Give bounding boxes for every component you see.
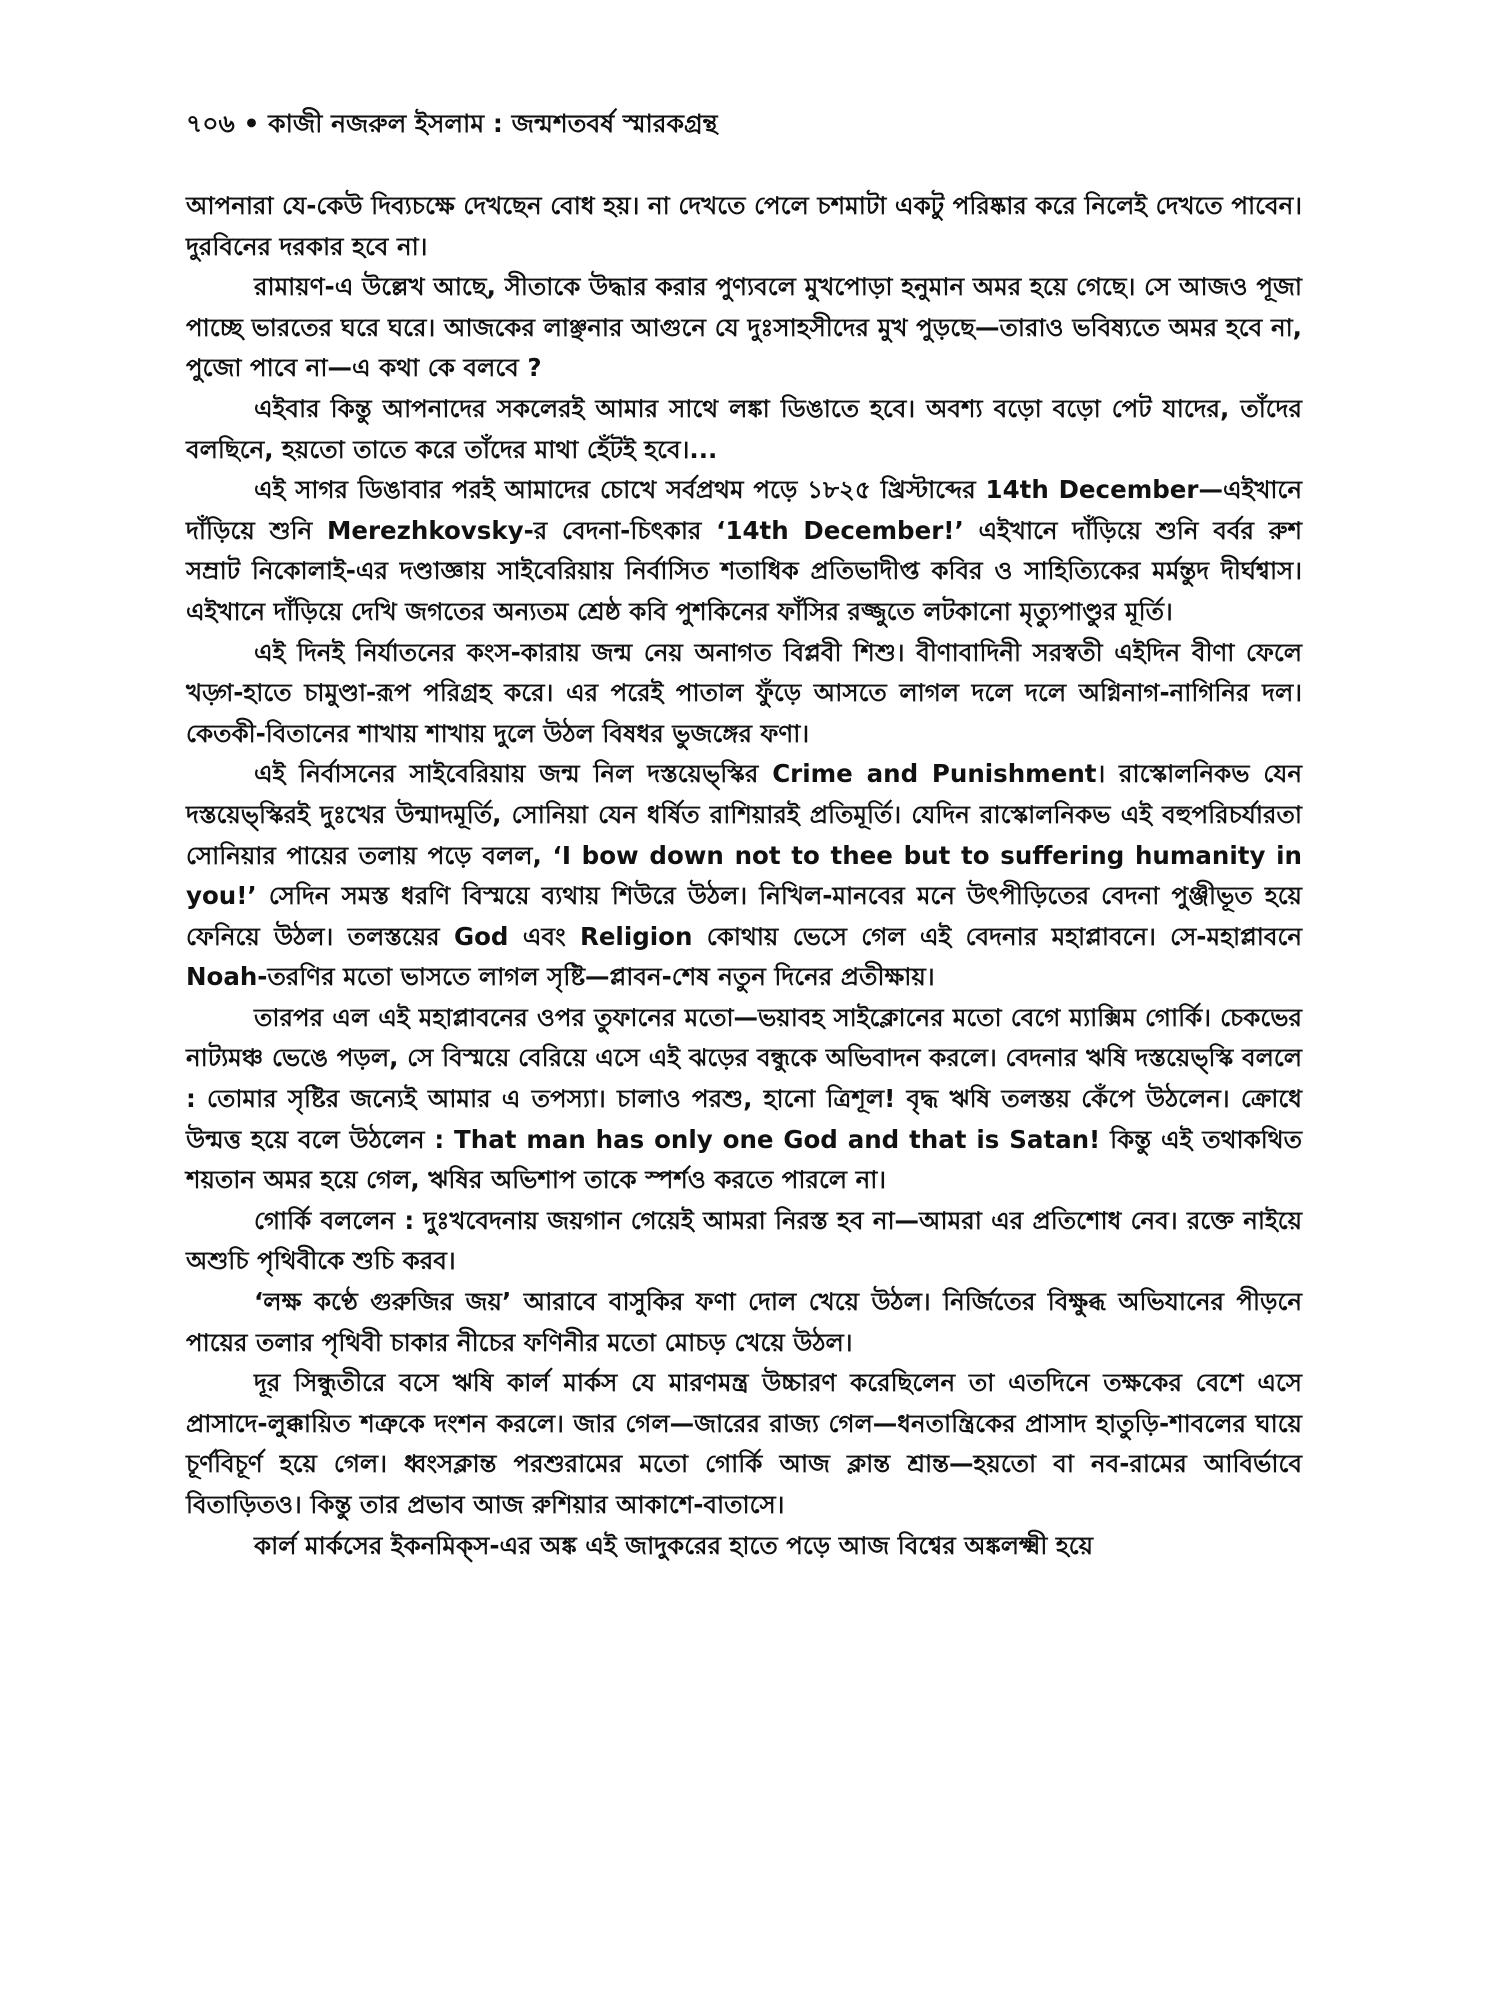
paragraph-2: রামায়ণ-এ উল্লেখ আছে, সীতাকে উদ্ধার করার পুণ্যবলে মুখপোড়া হনুমান অমর হয়ে গেছে। সে আজও পূজা পাচ্ছে ভারতের ঘরে ঘরে। আজকের লাঞ্ছনার আগুনে যে দুঃসাহসীদের মুখ পুড়ছে—তারাও ভবিষ্যতে অমর হবে না, পুজো পাবে না—এ কথা কে বলবে ? xyxy=(186,272,1302,383)
paragraph-7: তারপর এল এই মহাপ্লাবনের ওপর তুফানের মতো—ভয়াবহ সাইক্লোনের মতো বেগে ম্যাক্সিম গোর্কি। চেকভের নাট্যমঞ্চ ভেঙে পড়ল, সে বিস্ময়ে বেরিয়ে এসে এই ঝড়ের বন্ধুকে অভিবাদন করলে। বেদনার ঋষি দস্তয়েভ্‌স্কি বললে : তোমার সৃষ্টির জন্যেই আমার এ তপস্যা। চালাও পরশু, হানো ত্রিশূল! বৃদ্ধ ঋষি তলস্তয় কেঁপে উঠলেন। ক্রোধে উন্মত্ত হয়ে বলে উঠলেন : That man has only one God and that is Satan! কিন্তু এই তথাকথিত শয়তান অমর হয়ে গেল, ঋষির অভিশাপ তাকে স্পর্শও করতে পারলে না। xyxy=(186,1002,1302,1195)
paragraph-4: এই সাগর ডিঙাবার পরই আমাদের চোখে সর্বপ্রথম পড়ে ১৮২৫ খ্রিস্টাব্দের 14th December—এইখানে দাঁড়িয়ে শুনি Merezhkovsky-র বেদনা-চিৎকার ‘14th December!’ এইখানে দাঁড়িয়ে শুনি বর্বর রুশ সম্রাট নিকোলাই-এর দণ্ডাজ্ঞায় সাইবেরিয়ায় নির্বাসিত শতাধিক প্রতিভাদীপ্ত কবির ও সাহিত্যিকের মর্মন্তুদ দীর্ঘশ্বাস। এইখানে দাঁড়িয়ে দেখি জগতের অন্যতম শ্রেষ্ঠ কবি পুশকিনের ফাঁসির রজ্জুতে লটকানো মৃত্যুপাণ্ডুর মূর্তি। xyxy=(186,475,1302,626)
paragraph-8: গোর্কি বললেন : দুঃখবেদনায় জয়গান গেয়েই আমরা নিরস্ত হব না—আমরা এর প্রতিশোধ নেব। রক্তে নাইয়ে অশুচি পৃথিবীকে শুচি করব। xyxy=(186,1205,1302,1276)
paragraph-6: এই নির্বাসনের সাইবেরিয়ায় জন্ম নিল দস্তয়েভ্‌স্কির Crime and Punishment। রাস্কোলনিকভ যেন দস্তয়েভ্‌স্কিরই দুঃখের উন্মাদমূর্তি, সোনিয়া যেন ধর্ষিত রাশিয়ারই প্রতিমূর্তি। যেদিন রাস্কোলনিকভ এই বহুপরিচর্যারতা সোনিয়ার পায়ের তলায় পড়ে বলল, ‘I bow down not to thee but to suffering humanity in you!’ সেদিন সমস্ত ধরণি বিস্ময়ে ব্যথায় শিউরে উঠল। নিখিল-মানবের মনে উৎপীড়িতের বেদনা পুঞ্জীভূত হয়ে ফেনিয়ে উঠল। তলস্তয়ের God এবং Religion কোথায় ভেসে গেল এই বেদনার মহাপ্লাবনে। সে-মহাপ্লাবনে Noah-তরণির মতো ভাসতে লাগল সৃষ্টি—প্লাবন-শেষ নতুন দিনের প্রতীক্ষায়। xyxy=(186,759,1302,992)
paragraph-11: কার্ল মার্কসের ইকনমিক্‌স-এর অঙ্ক এই জাদুকরের হাতে পড়ে আজ বিশ্বের অঙ্কলক্ষ্মী হয়ে xyxy=(254,1530,1094,1560)
paragraph-1: আপনারা যে-কেউ দিব্যচক্ষে দেখছেন বোধ হয়। না দেখতে পেলে চশমাটা একটু পরিষ্কার করে নিলেই দেখতে পাবেন। দুরবিনের দরকার হবে না। xyxy=(186,191,1302,261)
paragraph-9: ‘লক্ষ কণ্ঠে গুরুজির জয়’ আরাবে বাসুকির ফণা দোল খেয়ে উঠল। নির্জিতের বিক্ষুব্ধ অভিযানের পীড়নে পায়ের তলার পৃথিবী চাকার নীচের ফণিনীর মতো মোচড় খেয়ে উঠল। xyxy=(186,1287,1302,1357)
paragraph-3: এইবার কিন্তু আপনাদের সকলেরই আমার সাথে লঙ্কা ডিঙাতে হবে। অবশ্য বড়ো বড়ো পেট যাদের, তাঁদের বলছিনে, হয়তো তাতে করে তাঁদের মাথা হেঁটই হবে।... xyxy=(186,393,1302,464)
running-head: ৭০৬ • কাজী নজরুল ইসলাম : জন্মশতবর্ষ স্মারকগ্রন্থ xyxy=(186,109,718,138)
body-text xyxy=(186,186,1302,1566)
paragraph-5: এই দিনই নির্যাতনের কংস-কারায় জন্ম নেয় অনাগত বিপ্লবী শিশু। বীণাবাদিনী সরস্বতী এইদিন বীণা ফেলে খড়্গ-হাতে চামুণ্ডা-রূপ পরিগ্রহ করে। এর পরেই পাতাল ফুঁড়ে আসতে লাগল দলে দলে অগ্নিনাগ-নাগিনির দল। কেতকী-বিতানের শাখায় শাখায় দুলে উঠল বিষধর ভুজঙ্গের ফণা। xyxy=(186,637,1302,748)
paragraph-10: দূর সিন্ধুতীরে বসে ঋষি কার্ল মার্কস যে মারণমন্ত্র উচ্চারণ করেছিলেন তা এতদিনে তক্ষকের বেশে এসে প্রাসাদে-লুক্কায়িত শত্রুকে দংশন করলে। জার গেল—জারের রাজ্য গেল—ধনতান্ত্রিকের প্রাসাদ হাতুড়ি-শাবলের ঘায়ে চূর্ণবিচূর্ণ হয়ে গেল। ধ্বংসক্লান্ত পরশুরামের মতো গোর্কি আজ ক্লান্ত শ্রান্ত—হয়তো বা নব-রামের আবির্ভাবে বিতাড়িতও। কিন্তু তার প্রভাব আজ রুশিয়ার আকাশে-বাতাসে। xyxy=(186,1368,1302,1519)
